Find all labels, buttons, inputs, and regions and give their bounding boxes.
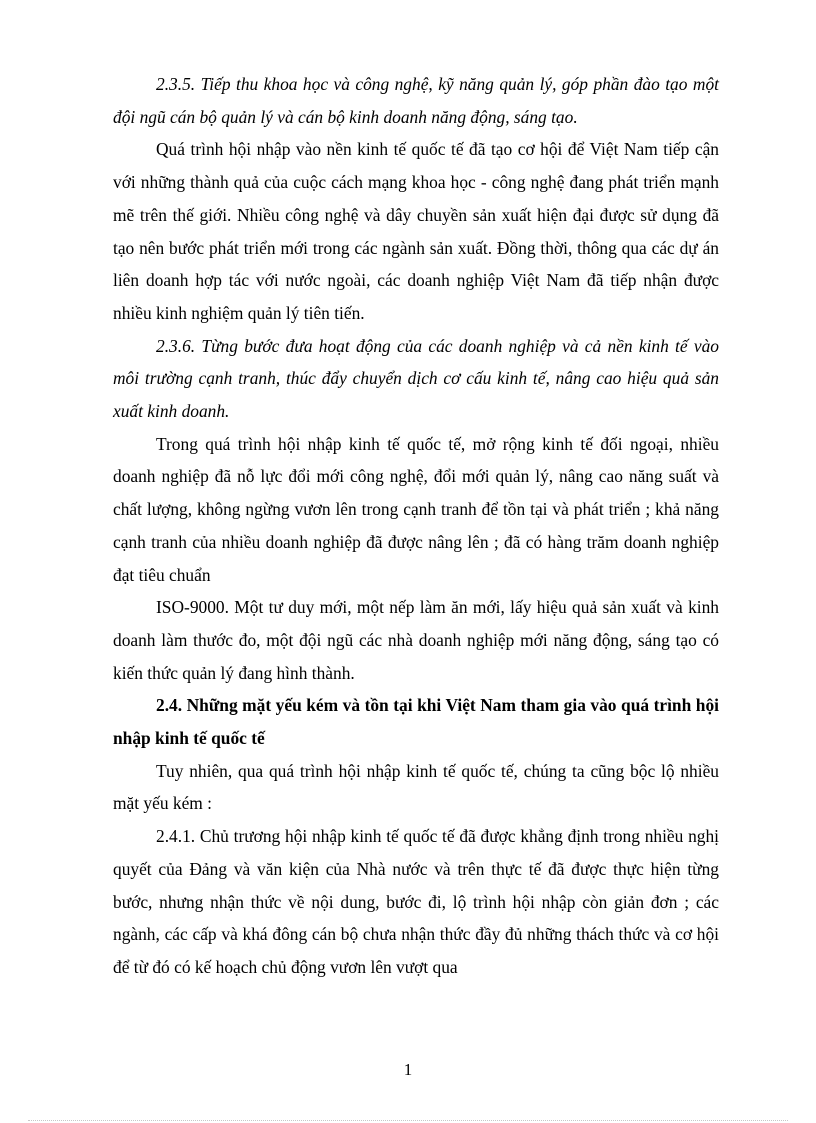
section-heading-2-4: 2.4. Những mặt yếu kém và tồn tại khi Việt Nam tham gia vào quá trình hội nhập kinh tế quốc tế <box>113 695 719 749</box>
page-bottom-divider <box>28 1120 788 1121</box>
section-heading-2-3-6: 2.3.6. Từng bước đưa hoạt động của các doanh nghiệp và cả nền kinh tế vào môi trường cạnh tranh, thúc đẩy chuyển dịch cơ cấu kinh tế, nâng cao hiệu quả sản xuất kinh doanh. <box>113 335 719 422</box>
paragraph: Trong quá trình hội nhập kinh tế quốc tế, mở rộng kinh tế đối ngoại, nhiều doanh nghiệp đã nỗ lực đổi mới công nghệ, đổi mới quản lý, nâng cao năng suất và chất lượng, không ngừng vươn lên trong cạnh tranh để tồn tại và phát triển ; khả năng cạnh tranh của nhiều doanh nghiệp đã được nâng lên ; đã có hàng trăm doanh nghiệp đạt tiêu chuẩn <box>113 433 719 585</box>
document-body <box>113 68 719 984</box>
paragraph: ISO-9000. Một tư duy mới, một nếp làm ăn mới, lấy hiệu quả sản xuất và kinh doanh làm thước đo, một đội ngũ các nhà doanh nghiệp mới năng động, sáng tạo có kiến thức quản lý đang hình thành. <box>113 597 719 683</box>
section-heading-2-3-5: 2.3.5. Tiếp thu khoa học và công nghệ, kỹ năng quản lý, góp phần đào tạo một đội ngũ cán bộ quản lý và cán bộ kinh doanh năng động, sáng tạo. <box>113 74 719 127</box>
page-number: 1 <box>403 1060 413 1079</box>
paragraph: Quá trình hội nhập vào nền kinh tế quốc tế đã tạo cơ hội để Việt Nam tiếp cận với những thành quả của cuộc cách mạng khoa học - công nghệ đang phát triển mạnh mẽ trên thế giới. Nhiều công nghệ và dây chuyền sản xuất hiện đại được sử dụng đã tạo nên bước phát triển mới trong các ngành sản xuất. Đồng thời, thông qua các dự án liên doanh hợp tác với nước ngoài, các doanh nghiệp Việt Nam đã tiếp nhận được nhiều kinh nghiệm quản lý tiên tiến. <box>113 139 719 323</box>
paragraph-2-4-1: 2.4.1. Chủ trương hội nhập kinh tế quốc tế đã được khẳng định trong nhiều nghị quyết của Đảng và văn kiện của Nhà nước và trên thực tế đã được thực hiện từng bước, nhưng nhận thức về nội dung, bước đi, lộ trình hội nhập còn giản đơn ; các ngành, các cấp và khá đông cán bộ chưa nhận thức đầy đủ những thách thức và cơ hội để từ đó có kế hoạch chủ động vươn lên vượt qua <box>113 826 719 977</box>
paragraph: Tuy nhiên, qua quá trình hội nhập kinh tế quốc tế, chúng ta cũng bộc lộ nhiều mặt yếu kém : <box>113 760 719 814</box>
